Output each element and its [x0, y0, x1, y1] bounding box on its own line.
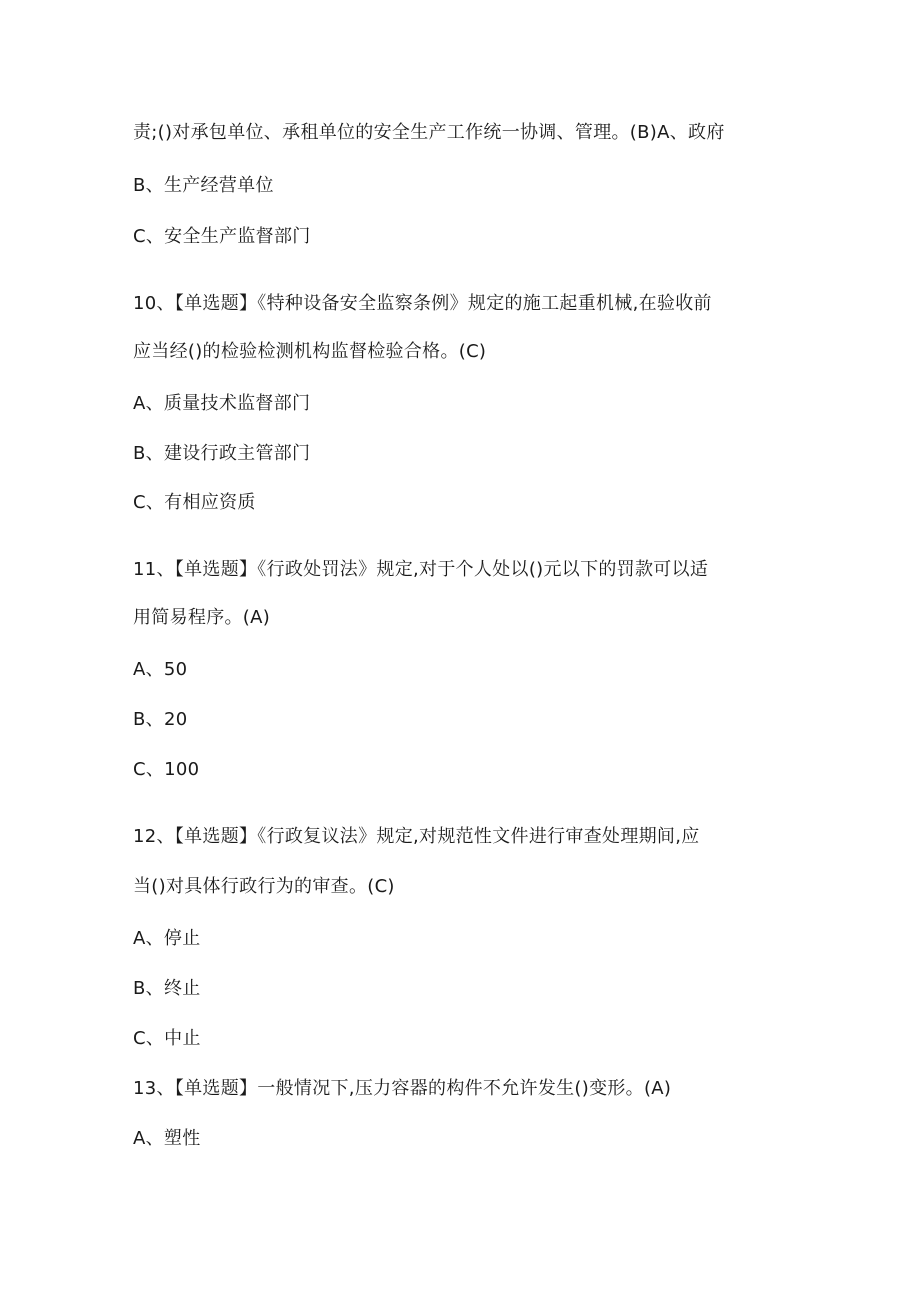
question-9-text-end: 责;()对承包单位、承租单位的安全生产工作统一协调、管理。(B)A、政府	[133, 122, 725, 143]
question-12-option-a: A、停止	[133, 928, 201, 949]
question-11-option-a: A、50	[133, 659, 188, 680]
question-11-text-line-1: 11、【单选题】《行政处罚法》规定,对于个人处以()元以下的罚款可以适	[133, 559, 709, 580]
question-11-option-b: B、20	[133, 709, 188, 730]
question-10-option-c: C、有相应资质	[133, 492, 256, 513]
question-12-option-c: C、中止	[133, 1028, 201, 1049]
question-10-text-line-1: 10、【单选题】《特种设备安全监察条例》规定的施工起重机械,在验收前	[133, 293, 712, 314]
question-10-option-b: B、建设行政主管部门	[133, 443, 311, 464]
question-13-text-line-1: 13、【单选题】一般情况下,压力容器的构件不允许发生()变形。(A)	[133, 1078, 672, 1099]
question-9-option-b: B、生产经营单位	[133, 175, 274, 196]
question-13-option-a: A、塑性	[133, 1128, 201, 1149]
question-10-text-line-2: 应当经()的检验检测机构监督检验合格。(C)	[133, 341, 487, 362]
question-12-text-line-2: 当()对具体行政行为的审查。(C)	[133, 876, 395, 897]
question-11-text-line-2: 用简易程序。(A)	[133, 607, 271, 628]
question-12-option-b: B、终止	[133, 978, 201, 999]
question-9-option-c: C、安全生产监督部门	[133, 226, 311, 247]
question-11-option-c: C、100	[133, 759, 200, 780]
question-12-text-line-1: 12、【单选题】《行政复议法》规定,对规范性文件进行审查处理期间,应	[133, 826, 700, 847]
question-10-option-a: A、质量技术监督部门	[133, 393, 311, 414]
